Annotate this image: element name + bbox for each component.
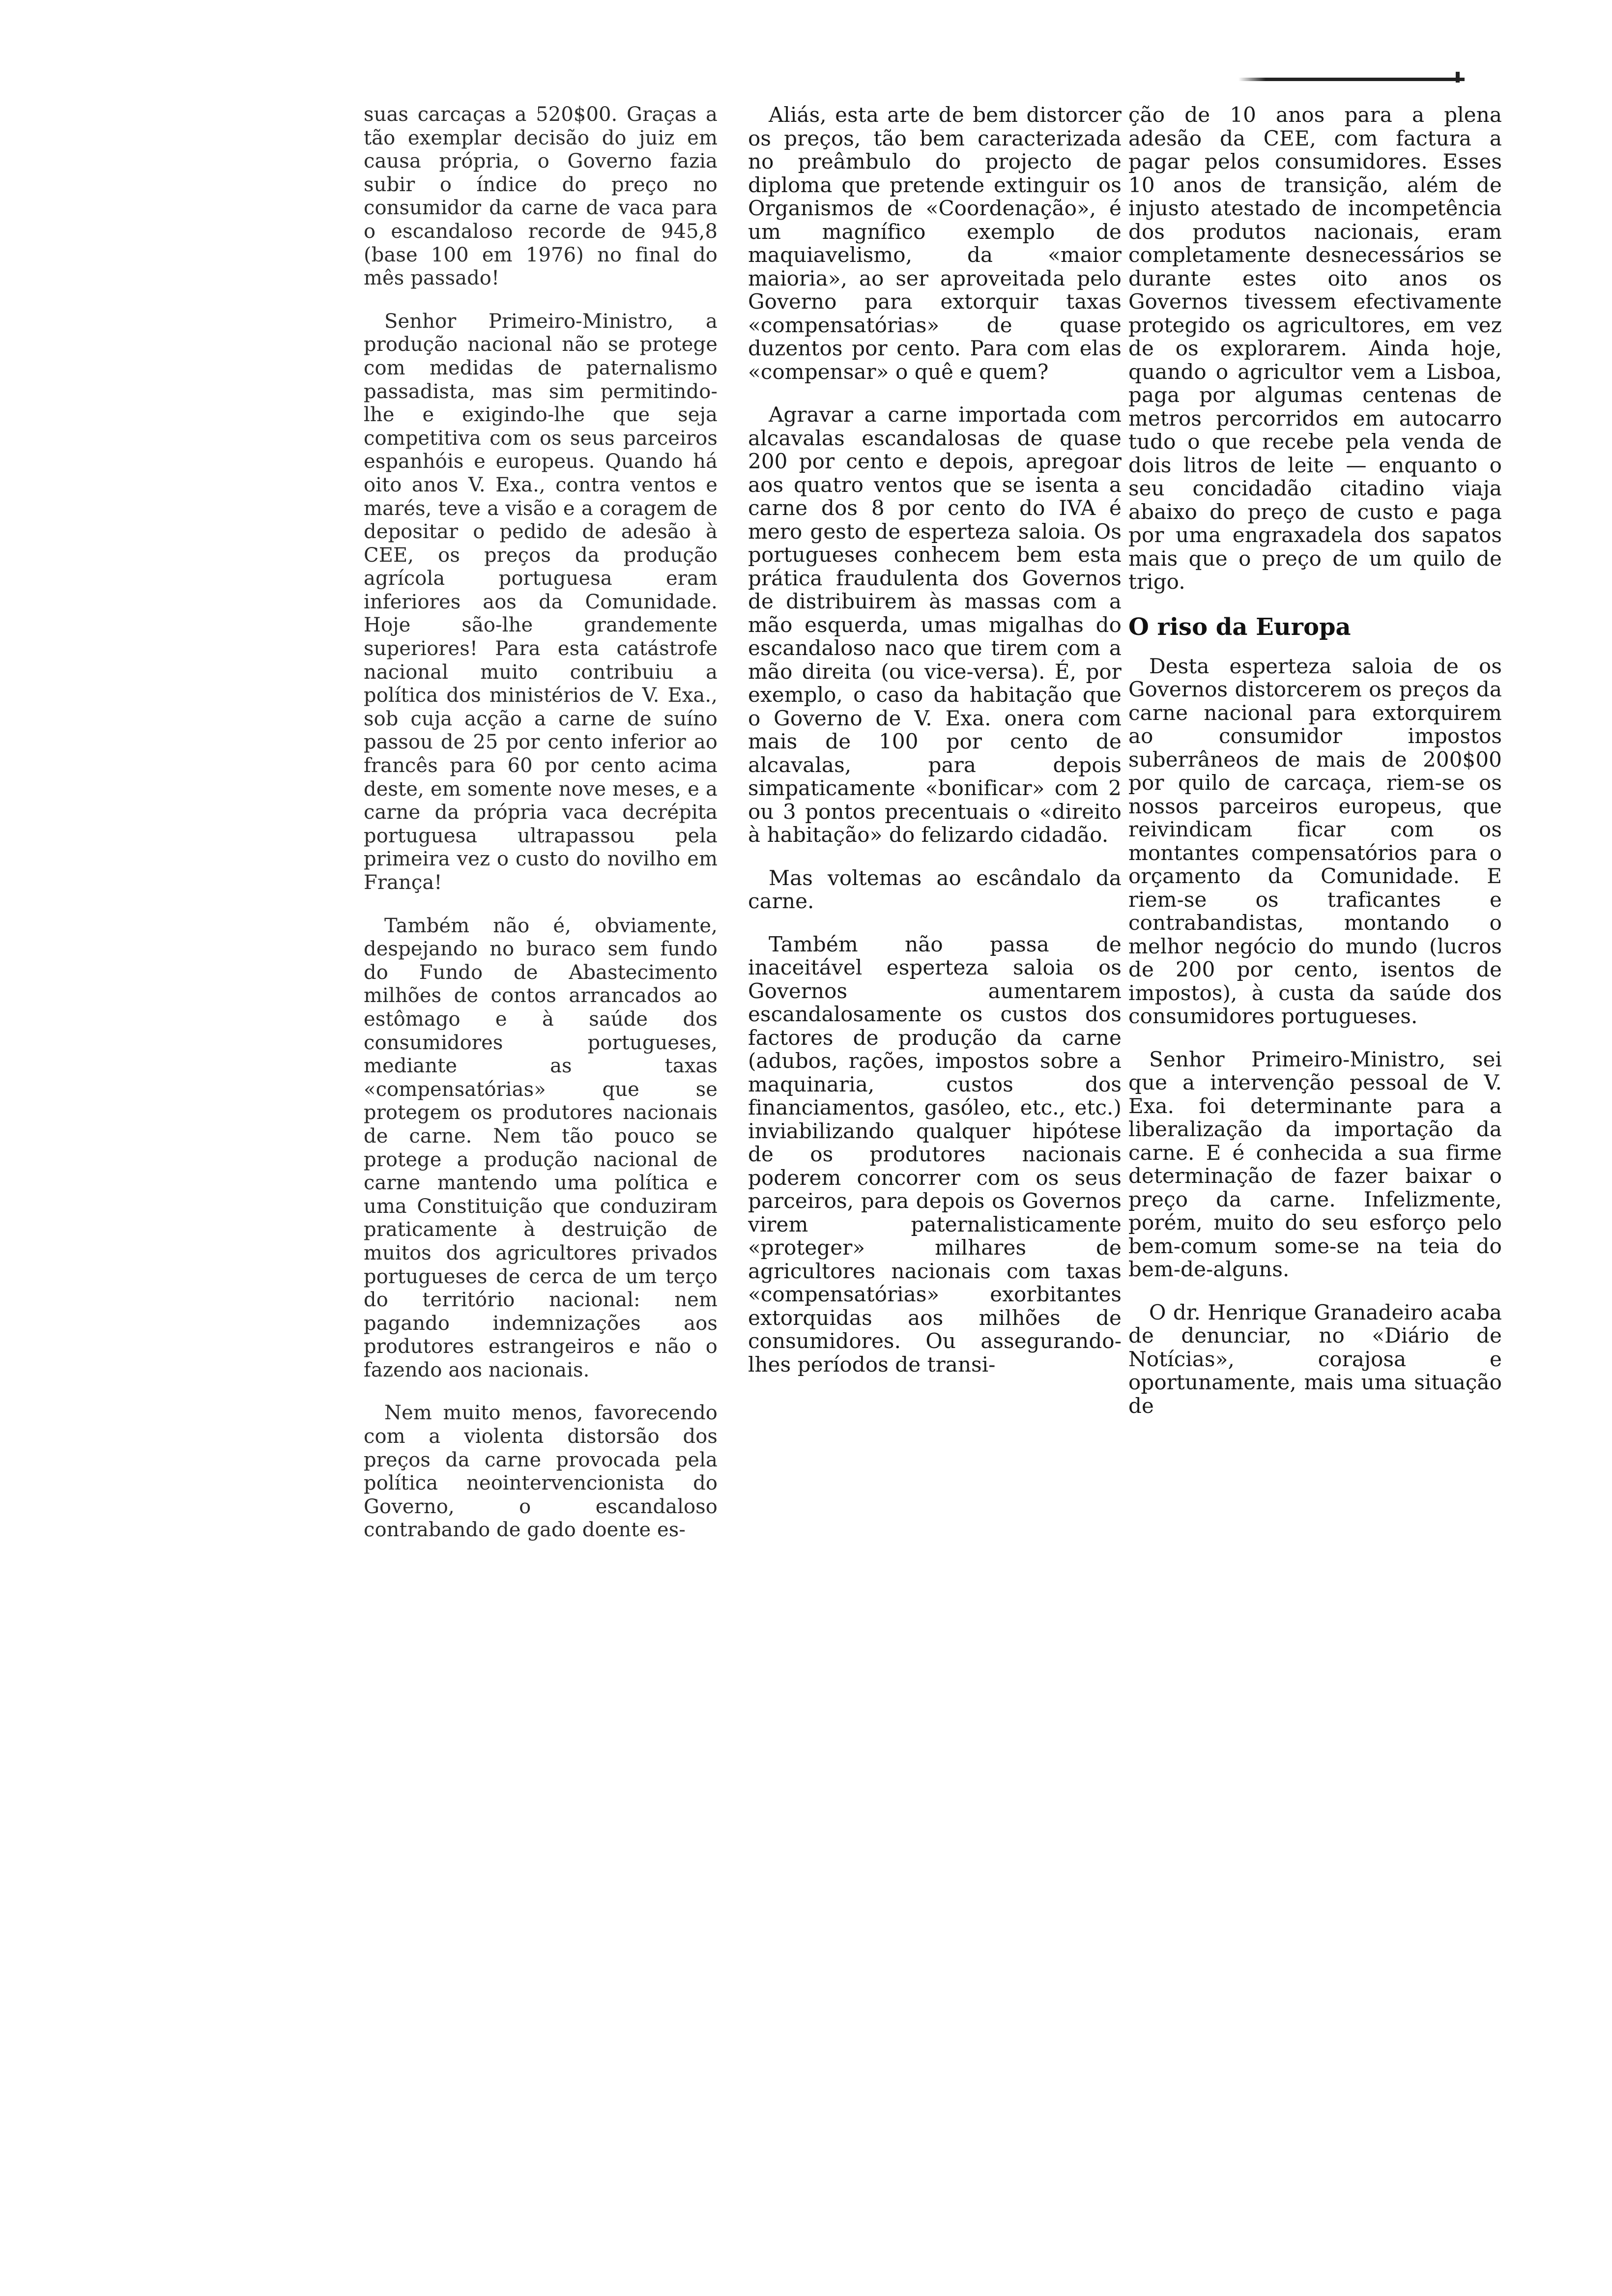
text-column-3 (1128, 103, 1502, 1764)
top-rule-mark (1456, 72, 1460, 83)
paragraph: O dr. Henrique Granadeiro acaba de denunciar, no «Diário de Notícias», corajosa e oportunamente, mais uma situação de (1128, 1300, 1502, 1418)
paragraph: Desta esperteza saloia de os Governos distorcerem os preços da carne nacional para extorquirem ao consumidor impostos suberrâneos de mais de 200$00 por quilo de carcaça, riem-se os nossos parceiros europeus, que reivindicam ficar com os montantes compensatórios para o orçamento da Comunidade. E riem-se os traficantes e contrabandistas, montando o melhor negócio do mundo (lucros de 200 por cento, isentos de impostos), à custa da saúde dos consumidores portugueses. (1128, 654, 1502, 1028)
paragraph: Agravar a carne importada com alcavalas escandalosas de quase 200 por cento e depois, apregoar aos quatro ventos que se isenta a carne dos 8 por cento do IVA é mero gesto de esperteza saloia. Os portugueses conhecem bem esta prática fraudulenta dos Governos de distribuirem às massas com a mão esquerda, umas migalhas do escandaloso naco que tirem com a mão direita (ou vice-versa). É, por exemplo, o caso da habitação que o Governo de V. Exa. onera com mais de 100 por cento de alcavalas, para depois simpaticamente «bonificar» com 2 ou 3 pontos precentuais o «direito à habitação» do felizardo cidadão. (748, 402, 1122, 847)
section-heading: O riso da Europa (1128, 613, 1351, 641)
paragraph: Mas voltemas ao escândalo da carne. (748, 865, 1122, 913)
paragraph: Também não passa de inaceitável esperteza saloia os Governos aumentarem escandalosamente os custos dos factores de produção da carne (adubos, rações, impostos sobre a maquinaria, custos dos financiamentos, gasóleo, etc., etc.) inviabilizando qualquer hipótese de os produtores nacionais poderem concorrer com os seus parceiros, para depois os Governos virem paternalisticamente «proteger» milhares de agricultores nacionais com taxas «compensatórias» exorbitantes extorquidas aos milhões de consumidores. Ou assegurando-lhes períodos de transi- (748, 932, 1122, 1377)
paragraph: Senhor Primeiro-Ministro, sei que a intervenção pessoal de V. Exa. foi determinante para a liberalização da importação da carne. E é conhecida a sua firme determinação de fazer baixar o preço da carne. Infelizmente, porém, muito do seu esforço pelo bem-comum some-se na teia do bem-de-alguns. (1128, 1047, 1502, 1281)
paragraph: suas carcaças a 520$00. Graças a tão exemplar decisão do juiz em causa própria, o Governo fazia subir o índice do preço no consumidor da carne de vaca para o escandaloso recorde de 945,8 (base 100 em 1976) no final do mês passado! (364, 103, 718, 290)
paragraph: ção de 10 anos para a plena adesão da CEE, com factura a pagar pelos consumidores. Esses 10 anos de transição, além de injusto atestado de incompetência dos produtos nacionais, eram completamente desnecessários se durante estes oito anos os Governos tivessem efectivamente protegido os agricultores, em vez de os explorarem. Ainda hoje, quando o agricultor vem a Lisboa, paga por algumas centenas de metros percorridos em autocarro tudo o que recebe pela venda de dois litros de leite — enquanto o seu concidadão citadino viaja abaixo do preço de custo e paga por uma engraxadela dos sapatos mais que o preço de um quilo de trigo. (1128, 103, 1502, 594)
paragraph: Senhor Primeiro-Ministro, a produção nacional não se protege com medidas de paternalismo passadista, mas sim permitindo-lhe e exigindo-lhe que seja competitiva com os seus parceiros espanhóis e europeus. Quando há oito anos V. Exa., contra ventos e marés, teve a visão e a coragem de depositar o pedido de adesão à CEE, os preços da produção agrícola portuguesa eram inferiores aos da Comunidade. Hoje são-lhe grandemente superiores! Para esta catástrofe nacional muito contribuiu a política dos ministérios de V. Exa., sob cuja acção a carne de suíno passou de 25 por cento inferior ao francês para 60 por cento acima deste, em somente nove meses, e a carne da própria vaca decrépita portuguesa ultrapassou pela primeira vez o custo do novilho em França! (364, 310, 718, 894)
text-column-1 (364, 103, 718, 1764)
paragraph: Aliás, esta arte de bem distorcer os preços, tão bem caracterizada no preâmbulo do projecto de diploma que pretende extinguir os Organismos de «Coordenação», é um magnífico exemplo de maquiavelismo, da «maior maioria», ao ser aproveitada pelo Governo para extorquir taxas «compensatórias» de quase duzentos por cento. Para com elas «compensar» o quê e quem? (748, 103, 1122, 384)
top-rule (1238, 78, 1465, 81)
paragraph: Também não é, obviamente, despejando no buraco sem fundo do Fundo de Abastecimento milhões de contos arrancados ao estômago e à saúde dos consumidores portugueses, mediante as taxas «compensatórias» que se protegem os produtores nacionais de carne. Nem tão pouco se protege a produção nacional de carne mantendo uma política e uma Constituição que conduziram praticamente à destruição de muitos dos agricultores privados portugueses de cerca de um terço do território nacional: nem pagando indemnizações aos produtores estrangeiros e não o fazendo aos nacionais. (364, 914, 718, 1381)
text-column-2 (748, 103, 1122, 1764)
paragraph: Nem muito menos, favorecendo com a violenta distorsão dos preços da carne provocada pela política neointervencionista do Governo, o escandaloso contrabando de gado doente es- (364, 1402, 718, 1542)
